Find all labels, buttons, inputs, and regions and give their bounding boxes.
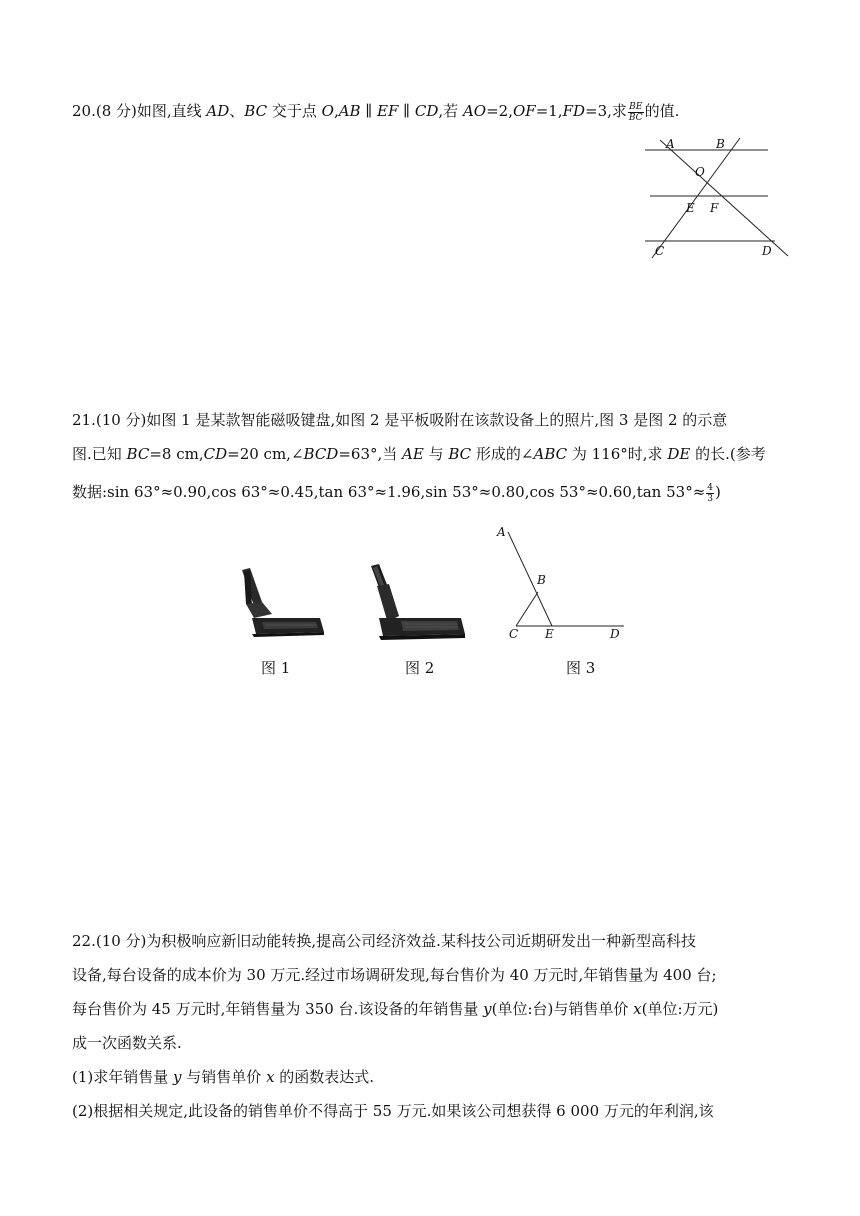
question-22-part-1: (1)求年销售量 y 与销售单价 x 的函数表达式. bbox=[72, 1068, 375, 1086]
question-22-line-1: 22.(10 分)为积极响应新旧动能转换,提高公司经济效益.某科技公司近期研发出一种新型高科技 bbox=[72, 932, 696, 950]
label-b: B bbox=[716, 137, 725, 151]
line-bc bbox=[652, 138, 740, 258]
label-c: C bbox=[509, 627, 519, 641]
label-e: E bbox=[545, 627, 554, 641]
figure-q20-parallel-lines bbox=[640, 134, 795, 264]
tablet-on-keyboard-photo-figure-2 bbox=[365, 560, 470, 644]
question-21-line-3: 数据:sin 63°≈0.90,cos 63°≈0.45,tan 63°≈1.96,sin 53°≈0.80,cos 53°≈0.60,tan 53°≈ $\frac{4}{3}$ ) bbox=[72, 482, 721, 504]
label-a: A bbox=[666, 137, 675, 151]
caption-figure-2: 图 2 bbox=[405, 659, 435, 677]
question-21-line-1: 21.(10 分)如图 1 是某款智能磁吸键盘,如图 2 是平板吸附在该款设备上的照片,图 3 是图 2 的示意 bbox=[72, 411, 728, 429]
line-ad bbox=[660, 140, 788, 256]
caption-figure-1: 图 1 bbox=[261, 659, 291, 677]
caption-figure-3: 图 3 bbox=[566, 659, 596, 677]
fraction-4-3: $\frac{4}{3}$ bbox=[707, 482, 713, 504]
segment-bc bbox=[516, 592, 538, 626]
label-d: D bbox=[610, 627, 620, 641]
label-d: D bbox=[762, 244, 772, 258]
question-22-line-3: 每台售价为 45 万元时,年销售量为 350 台.该设备的年销售量 y(单位:台)与销售单价 x(单位:万元) bbox=[72, 1000, 719, 1018]
question-22-line-2: 设备,每台设备的成本价为 30 万元.经过市场调研发现,每台售价为 40 万元时,年销售量为 400 台; bbox=[72, 966, 717, 984]
question-21-line-2: 图.已知 BC=8 cm,CD=20 cm,∠BCD=63°,当 AE 与 BC 形成的∠ABC 为 116°时,求 DE 的长.(参考 bbox=[72, 445, 766, 463]
label-a: A bbox=[497, 525, 506, 539]
question-20-text: 20.(8 分)如图,直线 AD、BC 交于点 O,AB ∥ EF ∥ CD,若 AO=2,OF=1,FD=3,求 $\frac{BE}{BC}$ 的值. bbox=[72, 101, 680, 123]
label-b: B bbox=[537, 573, 546, 587]
label-e: E bbox=[686, 201, 695, 215]
label-f: F bbox=[710, 201, 719, 215]
label-o: O bbox=[695, 165, 705, 179]
question-22-line-4: 成一次函数关系. bbox=[72, 1034, 182, 1052]
keyboard-photo-figure-1 bbox=[232, 562, 332, 642]
fraction-be-bc: $\frac{BE}{BC}$ bbox=[628, 101, 643, 123]
label-c: C bbox=[655, 244, 665, 258]
question-22-part-2: (2)根据相关规定,此设备的销售单价不得高于 55 万元.如果该公司想获得 6 000 万元的年利润,该 bbox=[72, 1102, 714, 1120]
geometry-diagram-figure-3 bbox=[490, 522, 630, 647]
